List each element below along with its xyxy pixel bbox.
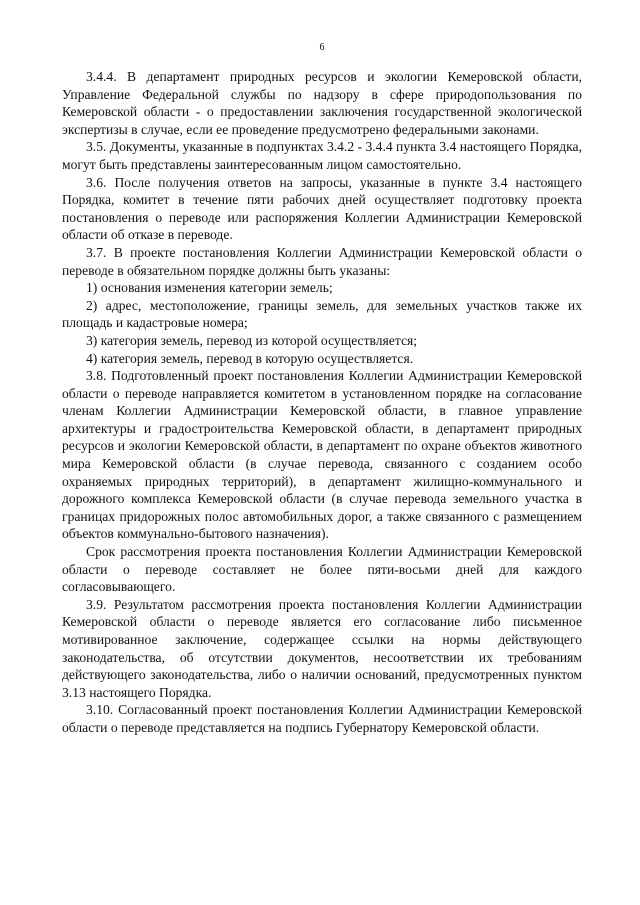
paragraph-3-9: 3.9. Результатом рассмотрения проекта постановления Коллегии Администрации Кемеровской области о переводе является его согласование либо письменное мотивированное заключение, содержащее ссылки на нормы действующего законодательства, об отсутствии документов, несоответствии их требованиям действующего законодательства, либо о наличии оснований, предусмотренных пунктом 3.13 настоящего Порядка. [62,596,582,700]
paragraph-3-6: 3.6. После получения ответов на запросы, указанные в пункте 3.4 настоящего Порядка, комитет в течение пяти рабочих дней осуществляет подготовку проекта постановления о переводе или распоряжения Коллегии Администрации Кемеровской области об отказе в переводе. [62,174,582,243]
paragraph-3-5: 3.5. Документы, указанные в подпунктах 3.4.2 - 3.4.4 пункта 3.4 настоящего Порядка, могут быть представлены заинтересованным лицом самостоятельно. [62,139,582,172]
paragraph-review-period: Срок рассмотрения проекта постановления Коллегии Администрации Кемеровской области о переводе составляет не более пяти-восьми дней для каждого согласовывающего. [62,544,582,595]
page-number: 6 [319,42,325,53]
list-item-1: 1) основания изменения категории земель; [86,280,333,296]
paragraph-3-7: 3.7. В проекте постановления Коллегии Администрации Кемеровской области о переводе в обязательном порядке должны быть указаны: [62,244,582,278]
list-item-4: 4) категория земель, перевод в которую осуществляется. [86,350,414,366]
list-item-3: 3) категория земель, перевод из которой осуществляется; [86,332,418,348]
paragraph-3-4-4: 3.4.4. В департамент природных ресурсов и экологии Кемеровской области, Управление Федеральной службы по надзору в сфере природопользования по Кемеровской области - о предоставлении заключения государственной экологической экспертизы в случае, если ее проведение предусмотрено федеральными законами. [62,69,582,137]
paragraph-3-10: 3.10. Согласованный проект постановления Коллегии Администрации Кемеровской области о переводе представляется на подпись Губернатору Кемеровской области. [62,702,582,735]
list-item-2: 2) адрес, местоположение, границы земель, для земельных участков также их площадь и кадастровые номера; [62,297,582,331]
paragraph-3-8: 3.8. Подготовленный проект постановления Коллегии Администрации Кемеровской области о переводе направляется комитетом в установленном порядке на согласование членам Коллегии Администрации Кемеровской области, в главное управление архитектуры и градостроительства Кемеровской области, в департамент природных ресурсов и экологии Кемеровской области, в департамент по охране объектов животного мира Кемеровской области (в случае перевода, связанного с созданием особо охраняемых природных территорий), в департамент жилищно-коммунального и дорожного комплекса Кемеровской области (в случае перевода земельного участка в границах придорожных полос автомобильных дорог, а также связанного с размещением объектов коммунально-бытового назначения). [62,368,582,542]
